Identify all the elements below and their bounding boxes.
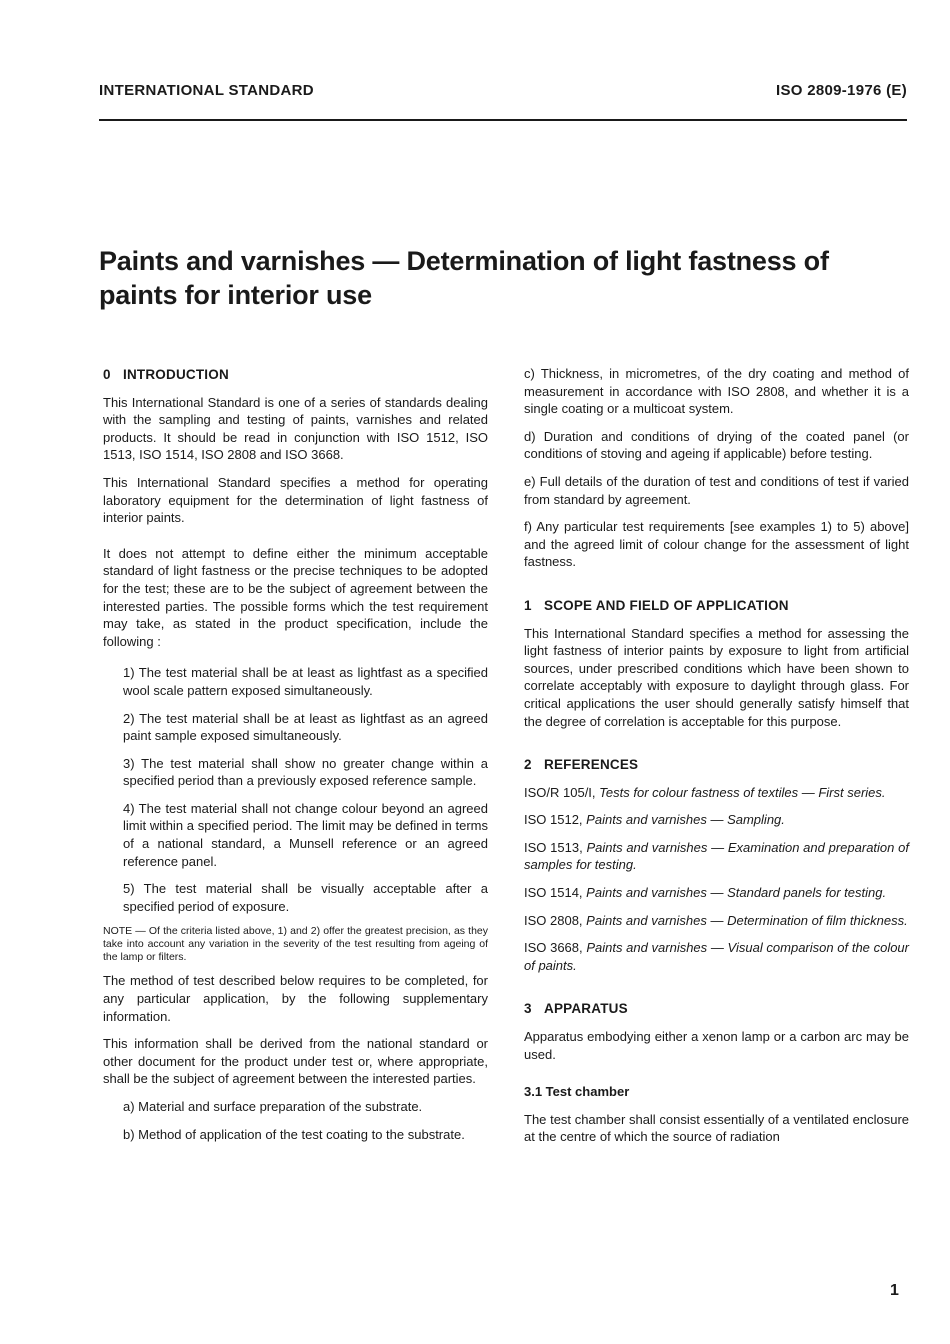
reference-item (524, 784, 909, 802)
reference-title: Paints and varnishes — Examination and preparation of samples for testing. (524, 839, 909, 873)
section-number: 2 (524, 757, 532, 773)
page-header (99, 82, 907, 102)
intro-paragraph-4: The method of test described below requires to be completed, for any particular application, by the following supplementary information. (103, 973, 488, 1024)
info-item-e: e) Full details of the duration of test and conditions of test if varied from standard by agreement. (524, 473, 909, 507)
section-title: APPARATUS (544, 1001, 628, 1017)
section-heading-apparatus (524, 1000, 909, 1018)
info-item-b: b) Method of application of the test coating to the substrate. (123, 1126, 465, 1142)
requirement-item-4: 4) The test material shall not change colour beyond an agreed limit within a specified period. The limit may be defined in terms of a national standard, a Munsell reference or an agreed reference panel. (123, 800, 488, 869)
reference-code: ISO 1513, (524, 839, 583, 855)
header-standard-label: INTERNATIONAL STANDARD (99, 82, 314, 99)
section-number: 1 (524, 597, 532, 613)
criteria-note: NOTE — Of the criteria listed above, 1) and 2) offer the greatest precision, as they take into account any variation in the severity of the test resulting from ageing of the lamp or filters. (103, 925, 488, 964)
header-rule (99, 119, 907, 121)
left-column (103, 365, 488, 1153)
header-standard-number: ISO 2809-1976 (E) (775, 82, 907, 99)
reference-code: ISO 3668, (524, 940, 583, 956)
section-heading-scope (524, 597, 909, 615)
reference-item (524, 839, 909, 874)
intro-paragraph-3: It does not attempt to define either the minimum acceptable standard of light fastness or the precise techniques to be adopted for the test; these are to be the subject of agreement between the interested parties. The possible forms which the test requirement may take, as stated in the product specification, include the following : (103, 545, 488, 649)
info-item-f: f) Any particular test requirements [see examples 1) to 5) above] and the agreed limit of colour change for the assessment of light fastness. (524, 519, 909, 570)
section-title: SCOPE AND FIELD OF APPLICATION (544, 597, 789, 613)
section-title: REFERENCES (544, 757, 639, 773)
reference-item (524, 939, 909, 974)
reference-title: Tests for colour fastness of textiles — First series. (599, 784, 886, 800)
reference-code: ISO/R 105/I, (524, 784, 596, 800)
page-number: 1 (890, 1282, 899, 1299)
intro-paragraph-2: This International Standard specifies a method for operating laboratory equipment for the determination of light fastness of interior paints. (103, 474, 488, 526)
section-title: INTRODUCTION (123, 367, 229, 382)
info-item-a: a) Material and surface preparation of the substrate. (123, 1099, 423, 1114)
test-chamber-paragraph: The test chamber shall consist essentially of a ventilated enclosure at the centre of which the source of radiation (524, 1111, 909, 1145)
requirement-item-3: 3) The test material shall show no greater change within a specified period than a previously exposed reference sample. (123, 755, 488, 789)
info-item-c: c) Thickness, in micrometres, of the dry coating and method of measurement in accordance with ISO 2808, and whether it is a single coating or a multicoat system. (524, 366, 909, 417)
reference-title: Paints and varnishes — Standard panels for testing. (586, 885, 887, 901)
reference-code: ISO 2808, (524, 912, 583, 928)
document-title: Paints and varnishes — Determination of light fastness of paints for interior use (99, 246, 829, 310)
intro-paragraph-5: This information shall be derived from the national standard or other document for the product under test or, where appropriate, shall be the subject of agreement between the interested parties. (103, 1036, 488, 1087)
info-item-d: d) Duration and conditions of drying of the coated panel (or conditions of stoving and ageing if applicable) before testing. (524, 428, 909, 462)
section-number: 0 (103, 367, 111, 382)
reference-item (524, 811, 909, 829)
reference-code: ISO 1512, (524, 812, 583, 828)
apparatus-paragraph: Apparatus embodying either a xenon lamp or a carbon arc may be used. (524, 1029, 909, 1062)
requirement-item-1: 1) The test material shall be at least as lightfast as a specified wool scale pattern exposed simultaneously. (123, 665, 488, 698)
requirement-item-5: 5) The test material shall be visually acceptable after a specified period of exposure. (123, 881, 488, 914)
section-heading-introduction (103, 366, 488, 384)
reference-code: ISO 1514, (524, 885, 583, 901)
scope-paragraph: This International Standard specifies a method for assessing the light fastness of interior paints by exposure to light from artificial sources, under prescribed conditions which have been shown to correlate acceptably with exposure to daylight through glass. For critical applications the user should generally satisfy himself that the degree of correlation is acceptable for this purpose. (524, 625, 909, 729)
reference-item (524, 912, 909, 930)
reference-title: Paints and varnishes — Visual comparison of the colour of paints. (524, 940, 909, 973)
reference-title: Paints and varnishes — Sampling. (586, 812, 785, 828)
section-heading-references (524, 756, 909, 774)
intro-paragraph-1: This International Standard is one of a series of standards dealing with the sampling and testing of paints, varnishes and related products. It should be read in conjunction with ISO 1512, ISO 1513, ISO 1514, ISO 2808 and ISO 3668. (103, 394, 488, 463)
subsection-heading-test-chamber: 3.1 Test chamber (524, 1084, 630, 1100)
reference-title: Paints and varnishes — Determination of film thickness. (586, 912, 908, 928)
right-column (524, 365, 909, 1156)
reference-item (524, 884, 909, 902)
requirement-item-2: 2) The test material shall be at least as lightfast as an agreed paint sample exposed simultaneously. (123, 710, 488, 744)
section-number: 3 (524, 1001, 532, 1017)
